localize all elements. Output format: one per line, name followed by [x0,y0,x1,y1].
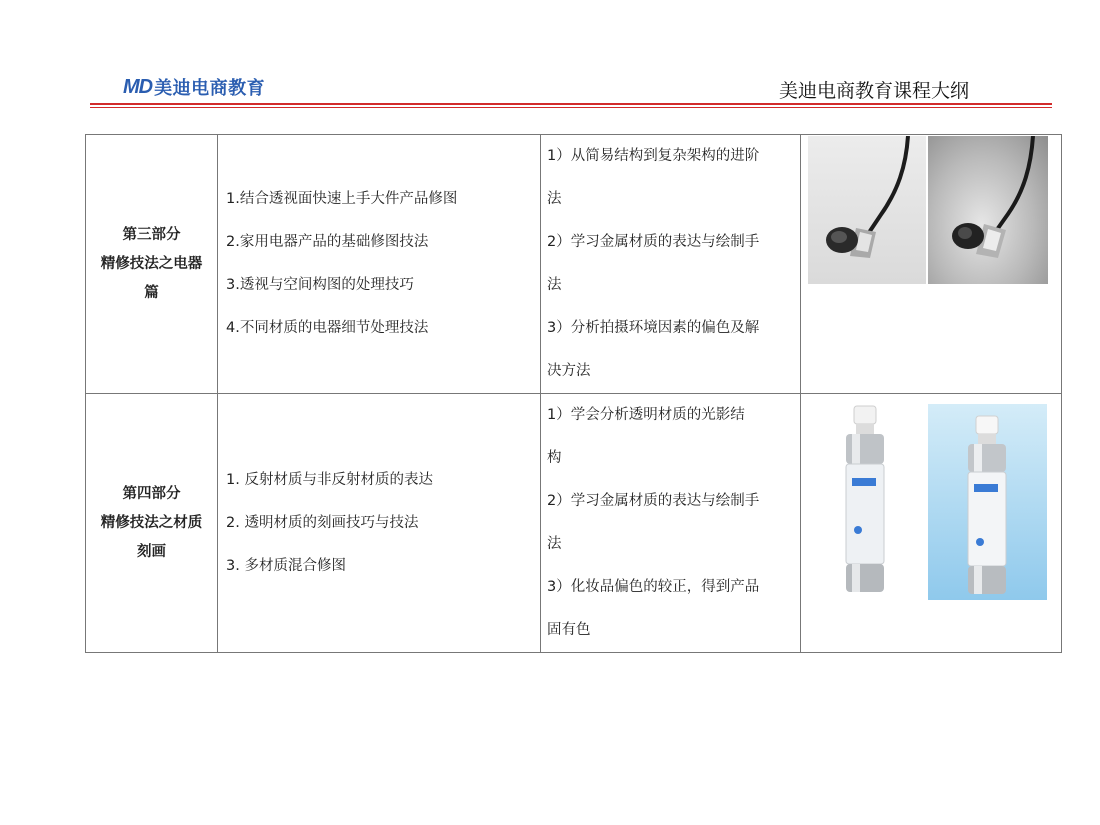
section-title-line: 篇 [144,284,159,301]
detail-line: 1）学会分析透明材质的光影结 [547,407,745,423]
brand-logo [123,74,265,100]
logo-text: 美迪电商教育 [154,78,266,99]
detail-line: 2）学习金属材质的表达与绘制手 [547,493,760,509]
section-title-cell [86,394,218,653]
image-cell [801,135,1062,394]
detail-line: 法 [547,191,562,207]
details-cell [541,135,801,394]
logo-mark: MD [123,75,153,98]
detail-line: 3）分析拍摄环境因素的偏色及解 [547,320,760,336]
topics-cell [218,135,541,394]
topic-item: 2. 透明材质的刻画技巧与技法 [226,514,419,531]
section-title-line: 精修技法之材质 [100,514,203,531]
topics-cell [218,394,541,653]
course-outline-table [85,134,1062,653]
section-title-cell [86,135,218,394]
table-row [86,135,1062,394]
cosmetic-bottle-image [808,404,921,600]
topic-item: 1. 反射材质与非反射材质的表达 [226,471,433,488]
header-rule [90,103,1052,105]
document-title: 美迪电商教育课程大纲 [778,80,969,102]
section-title-line: 刻画 [137,543,166,560]
page-header [90,68,1052,108]
topic-item: 3.透视与空间构图的处理技巧 [226,277,414,293]
detail-line: 构 [547,450,562,466]
section-title-line: 第三部分 [122,226,181,243]
earphone-image [928,136,1048,284]
detail-line: 固有色 [547,622,591,638]
detail-line: 法 [547,536,562,552]
table-row [86,394,1062,653]
detail-line: 决方法 [547,363,591,379]
topic-item: 1.结合透视面快速上手大件产品修图 [226,191,458,207]
detail-line: 1）从简易结构到复杂架构的进阶 [547,148,760,164]
section-title-line: 第四部分 [122,485,181,502]
topic-item: 3. 多材质混合修图 [226,557,346,574]
detail-line: 2）学习金属材质的表达与绘制手 [547,234,760,250]
section-title-line: 精修技法之电器 [100,255,203,272]
topic-item: 2.家用电器产品的基础修图技法 [226,234,429,250]
image-cell [801,394,1062,653]
topic-item: 4.不同材质的电器细节处理技法 [226,320,429,336]
header-rule-thin [90,107,1052,108]
cosmetic-bottle-image [928,404,1047,600]
detail-line: 法 [547,277,562,293]
detail-line: 3）化妆品偏色的较正，得到产品 [547,579,760,595]
details-cell [541,394,801,653]
earphone-image [808,136,926,284]
